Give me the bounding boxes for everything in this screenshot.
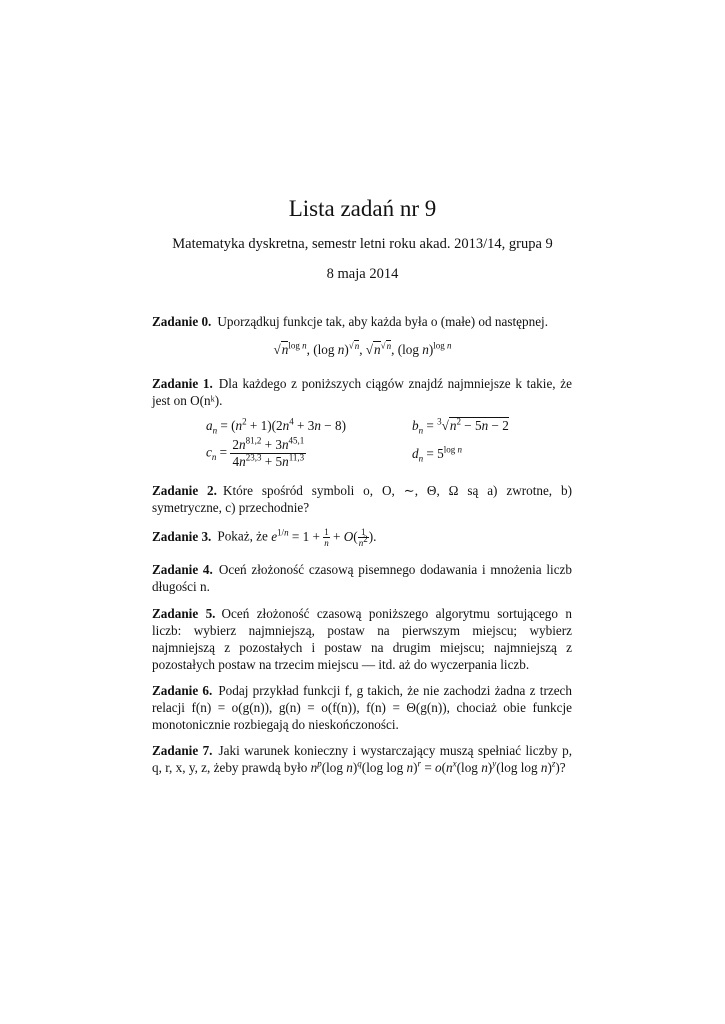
task-text: Oceń złożoność czasową poniższego algorytmu sortującego n liczb: wybierz najmniejszą, postaw na pierwszym miejscu; wybierz najmniejszą z pozostałych i postaw na drugim miejscu; najmniejszą z pozostałych postaw na trzecim miejscu — itd. aż do wyczerpania liczb. bbox=[152, 606, 572, 672]
task-2 bbox=[152, 482, 572, 516]
formula-c: $c_n$ = $\frac{2n^{81,2} + 3n^{45,1}}{4n^{23,3} + 5n^{11,3}}$ bbox=[206, 435, 305, 469]
task-text: Które spośród symboli o, O, ∼, Θ, Ω są a) zwrotne, b) symetryczne, c) przechodnie? bbox=[152, 483, 572, 515]
task-label: Zadanie 0. bbox=[152, 314, 212, 329]
task-label: Zadanie 1. bbox=[152, 376, 213, 391]
task-label: Zadanie 4. bbox=[152, 562, 213, 577]
formula-a: $a_n = (n^2 + 1)(2n^4 + 3n - 8)$ bbox=[206, 416, 346, 436]
formula-b: $b_n = ^3√n^2 - 5n - 2$ bbox=[412, 416, 509, 436]
task-text: Podaj przykład funkcji f, g takich, że nie zachodzi żadna z trzech relacji f(n) = o(g(n)), g(n) = o(f(n)), f(n) = Θ(g(n)), chociaż obie funkcje monotonicznie rozbiegają do nieskończoności. bbox=[152, 683, 572, 732]
task-0 bbox=[152, 313, 572, 330]
task-text: Pokaż, że bbox=[217, 528, 268, 544]
task-0-formula: $√n^{log n}$, (log n)$^{√n}$, $√n^{√n}$, (log n)$^{log n}$ bbox=[273, 340, 452, 357]
task-text: Jaki warunek konieczny i wystarczający muszą spełniać liczby p, q, r, x, y, z, żeby prawdą było bbox=[152, 743, 572, 775]
task-text: Oceń złożoność czasową pisemnego dodawania i mnożenia liczb długości n. bbox=[152, 562, 573, 594]
task-label: Zadanie 6. bbox=[152, 683, 213, 698]
formula-d: $d_n = 5^{log n}$ bbox=[412, 444, 462, 464]
page-title: Lista zadań nr 9 bbox=[288, 196, 437, 221]
task-label: Zadanie 5. bbox=[152, 606, 216, 621]
task-6 bbox=[152, 682, 572, 733]
task-label: Zadanie 3. bbox=[152, 528, 212, 544]
task-7: Zadanie 7. Jaki warunek konieczny i wystarczający muszą spełniać liczby p, q, r, x, y, z, żeby prawdą było $n^p(\log$ n)$^q$(log $\log n)^r = o(n^x(\log$ n)$^y$(log log n)$^z$)? bbox=[152, 743, 572, 775]
task-label: Zadanie 7. bbox=[152, 743, 213, 758]
task-text: Uporządkuj funkcje tak, aby każda była o (małe) od następnej. bbox=[217, 314, 549, 329]
task-5 bbox=[152, 605, 572, 673]
task-label: Zadanie 2. bbox=[152, 483, 217, 498]
date: 8 maja 2014 bbox=[326, 266, 399, 282]
course-subtitle: Matematyka dyskretna, semestr letni roku akad. 2013/14, grupa 9 bbox=[172, 236, 553, 252]
task-4 bbox=[152, 561, 572, 595]
task-1 bbox=[152, 375, 572, 409]
task-3: Zadanie 3. Pokaż, że $e^{1/n} = 1$ + $\frac{1}{n}$ + O( $\frac{1}{n^2}$ ). bbox=[152, 527, 377, 548]
task-text: Dla każdego z poniższych ciągów znajdź najmniejsze k takie, że jest on O(nᵏ). bbox=[152, 376, 573, 408]
